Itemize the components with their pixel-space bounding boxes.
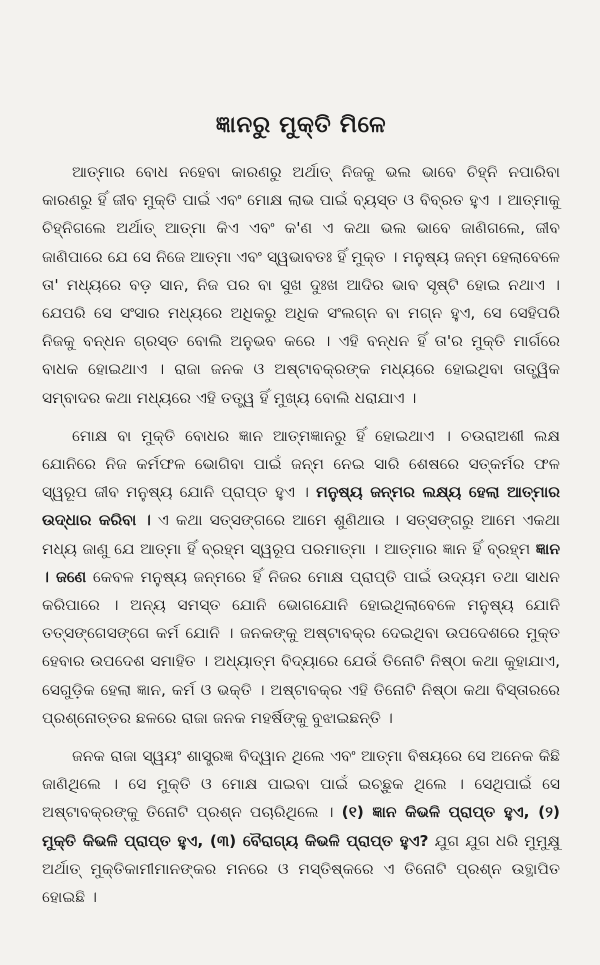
paragraph-3 (42, 742, 560, 911)
chapter-title: ଜ୍ଞାନରୁ ମୁକ୍ତି ମିଳେ (215, 112, 387, 138)
paragraph-3-questions: (୧) ଜ୍ଞାନ କିଭଳି ପ୍ରାପ୍ତ ହୁଏ, (୨) ମୁକ୍ତି କିଭଳି ପ୍ରାପ୍ତ ହୁଏ, (୩) ବୈରାଗ୍ୟ କିଭଳି ପ୍ରାପ୍ତ ହୁଏ? (42, 803, 560, 850)
paragraph-2-text-b: ଏ କଥା ସତ୍‌ସଙ୍ଗରେ ଆମେ ଶୁଣିଥାଉ । ସତ୍‌ସଙ୍ଗରୁ ଆମେ ଏକଥା ମଧ୍ୟ ଜାଣୁ ଯେ ଆତ୍ମା ହିଁ ବ୍ରହ୍ମ ସ୍ୱରୂପ ପରମାତ୍ମା । ଆତ୍ମାର ଜ୍ଞାନ ହିଁ ବ୍ରହ୍ମ (42, 511, 560, 558)
paragraph-2 (42, 422, 560, 732)
paragraph-1-text: ଆତ୍ମାର ବୋଧ ନହେବା କାରଣରୁ ଅର୍ଥାତ୍ ନିଜକୁ ଭଲ ଭାବେ ଚିହ୍ନି ନପାରିବା କାରଣରୁ ହିଁ ଜୀବ ମୁକ୍ତି ପାଇଁ ଏବଂ ମୋକ୍ଷ ଲାଭ ପାଇଁ ବ୍ୟସ୍ତ ଓ ବିବ୍ରତ ହୁଏ । ଆତ୍ମାକୁ ଚିହ୍ନିଗଲେ ଅର୍ଥାତ୍ ଆତ୍ମା କିଏ ଏବଂ କ'ଣ ଏ କଥା ଭଲ ଭାବେ ଜାଣିଗଲେ, ଜୀବ ଜାଣିପାରେ ଯେ ସେ ନିଜେ ଆତ୍ମା ଏବଂ ସ୍ୱଭାବତଃ ହିଁ ମୁକ୍ତ । ମନୁଷ୍ୟ ଜନ୍ମ ହେଲାବେଳେ ତା' ମଧ୍ୟରେ ବଡ଼ ସାନ, ନିଜ ପର ବା ସୁଖ ଦୁଃଖ ଆଦିର ଭାବ ସୃଷ୍ଟି ହୋଇ ନଥାଏ । ଯେପରି ସେ ସଂସାର ମଧ୍ୟରେ ଅଧିକରୁ ଅଧିକ ସଂଲଗ୍ନ ବା ମଗ୍ନ ହୁଏ, ସେ ସେହିପରି ନିଜକୁ ବନ୍ଧନ ଗ୍ରସ୍ତ ବୋଲି ଅନୁଭବ କରେ । ଏହି ବନ୍ଧନ ହିଁ ତା'ର ମୁକ୍ତି ମାର୍ଗରେ ବାଧକ ହୋଇଥାଏ । ରାଜା ଜନକ ଓ ଅଷ୍ଟାବକ୍ରଙ୍କ ମଧ୍ୟରେ ହୋଇଥିବା ତାତ୍ତ୍ୱିକ ସମ୍ବାଦର କଥା ମଧ୍ୟରେ ଏହି ତତ୍ତ୍ୱ ହିଁ ମୁଖ୍ୟ ବୋଲି ଧରାଯାଏ । (42, 163, 560, 407)
paragraph-2-bold-a: ମନୁଷ୍ୟ ଜନ୍ମର ଲକ୍ଷ୍ୟ ହେଲା ଆତ୍ମାର ଉଦ୍ଧାର କରିବା । (42, 483, 560, 530)
paragraph-2-text-c: କେବଳ ମନୁଷ୍ୟ ଜନ୍ମରେ ହିଁ ନିଜର ମୋକ୍ଷ ପ୍ରାପ୍ତି ପାଇଁ ଉଦ୍ୟମ ତଥା ସାଧନ କରିପାରେ । ଅନ୍ୟ ସମସ୍ତ ଯୋନି ଭୋଗଯୋନି ହୋଇଥିଲାବେଳେ ମନୁଷ୍ୟ ଯୋନି ତତ୍‌ସଙ୍ଗେସଙ୍ଗେ କର୍ମ ଯୋନି । ଜନକଙ୍କୁ ଅଷ୍ଟାବକ୍ର ଦେଇଥିବା ଉପଦେଶରେ ମୁକ୍ତ ହେବାର ଉପଦେଶ ସମାହିତ । ଅଧ୍ୟାତ୍ମ ବିଦ୍ୟାରେ ଯେଉଁ ତିନୋଟି ନିଷ୍ଠା କଥା କୁହାଯାଏ, ସେଗୁଡ଼ିକ ହେଲା ଜ୍ଞାନ, କର୍ମ ଓ ଭକ୍ତି । ଅଷ୍ଟାବକ୍ର ଏହି ତିନୋଟି ନିଷ୍ଠା କଥା ବିସ୍ତାରରେ ପ୍ରଶ୍ନୋତ୍ତର ଛଳରେ ରାଜା ଜନକ ମହର୍ଷିଙ୍କୁ ବୁଝାଇଛନ୍ତି । (42, 567, 560, 727)
paragraph-2-text-a: ମୋକ୍ଷ ବା ମୁକ୍ତି ବୋଧର ଜ୍ଞାନ ଆତ୍ମଜ୍ଞାନରୁ ହିଁ ହୋଇଥାଏ । ଚଉରାଅଶୀ ଲକ୍ଷ ଯୋନିରେ ନିଜ କର୍ମଫଳ ଭୋଗିବା ପାଇଁ ଜନ୍ମ ନେଇ ସାରି ଶେଷରେ ସତ୍‌କର୍ମର ଫଳ ସ୍ୱରୂପ ଜୀବ ମନୁଷ୍ୟ ଯୋନି ପ୍ରାପ୍ତ ହୁଏ । (42, 426, 560, 502)
paragraph-1 (42, 158, 560, 412)
paragraph-3-text-a: ଜନକ ରାଜା ସ୍ୱୟଂ ଶାସ୍ତ୍ରଜ୍ଞ ବିଦ୍ୱାନ ଥିଲେ ଏବଂ ଆତ୍ମା ବିଷୟରେ ସେ ଅନେକ କିଛି ଜାଣିଥିଲେ । ସେ ମୁକ୍ତି ଓ ମୋକ୍ଷ ପାଇବା ପାଇଁ ଇଚ୍ଛୁକ ଥିଲେ । ସେଥିପାଇଁ ସେ ଅଷ୍ଟାବକ୍ରଙ୍କୁ ତିନୋଟି ପ୍ରଶ୍ନ ପଚାରିଥିଲେ । (42, 747, 560, 822)
paragraph-2-bold-b: ଜ୍ଞାନ । ଜଣେ (42, 539, 560, 586)
paragraph-3-text-b: ଯୁଗ ଯୁଗ ଧରି ମୁମୁକ୍ଷୁ ଅର୍ଥାତ୍ ମୁକ୍ତିକାମୀମାନଙ୍କର ମନରେ ଓ ମସ୍ତିଷ୍କରେ ଏ ତିନୋଟି ପ୍ରଶ୍ନ ଉତ୍ଥାପିତ ହୋଇଛି । (42, 831, 560, 907)
